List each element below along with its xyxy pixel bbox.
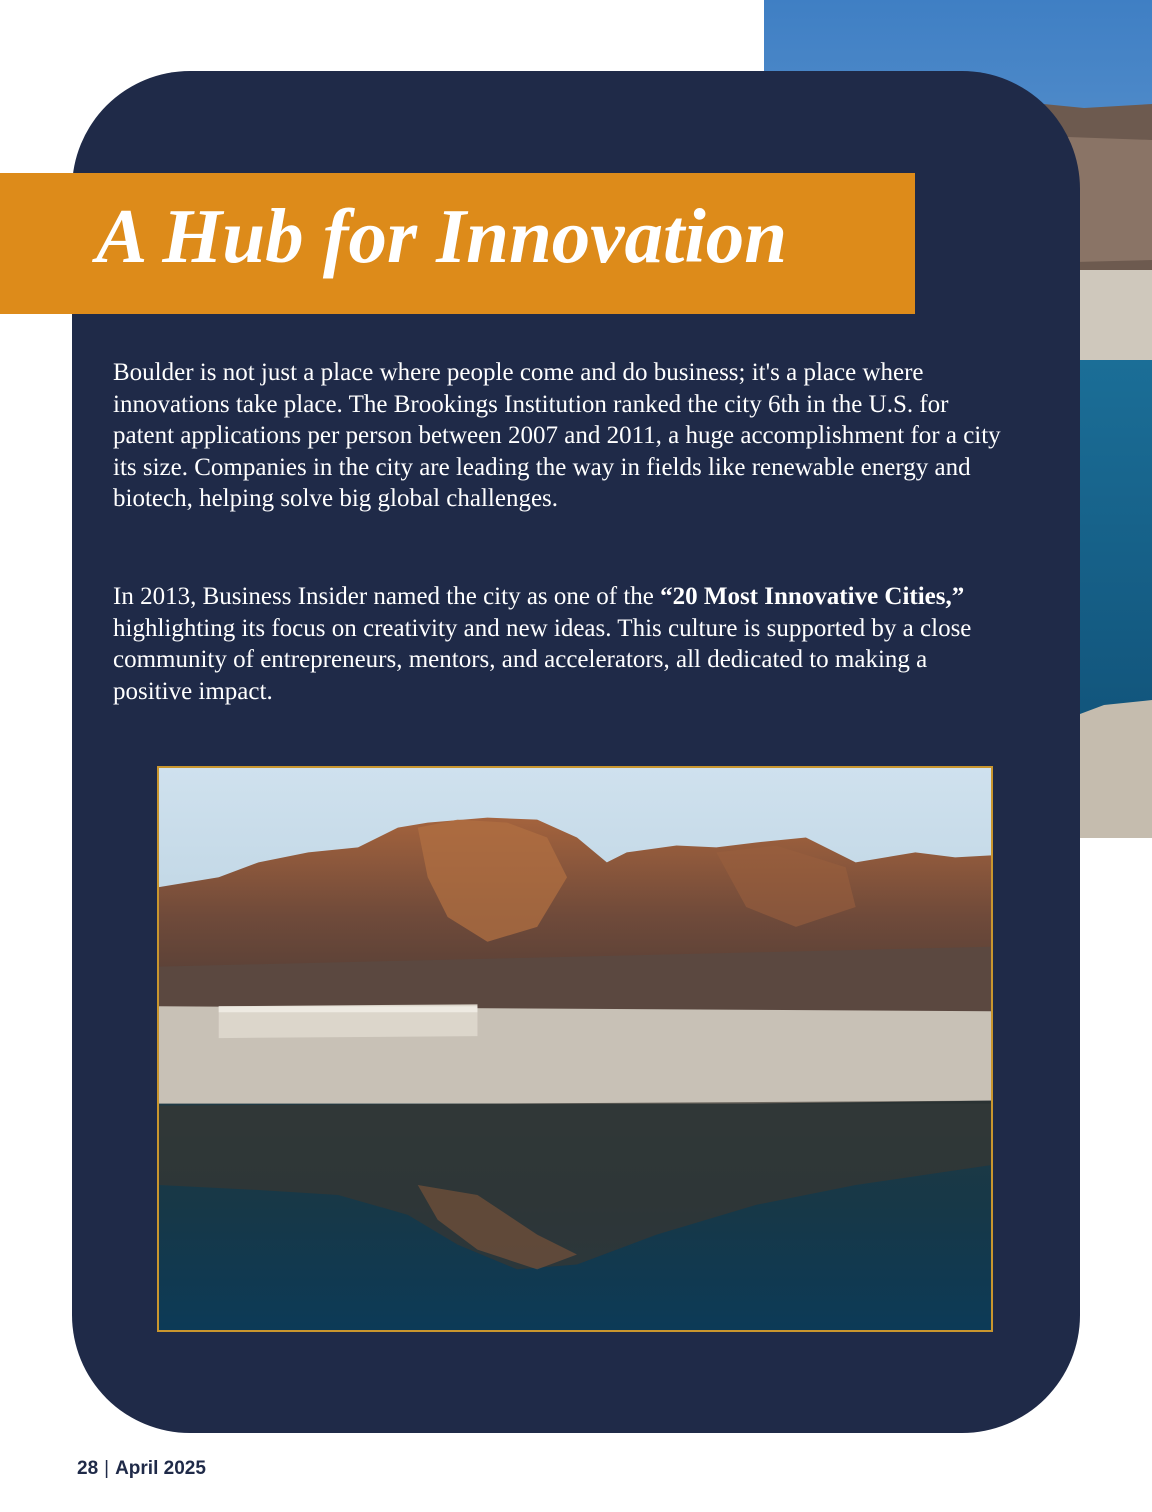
- page-title: A Hub for Innovation: [96, 193, 788, 279]
- page-footer: [77, 1458, 206, 1480]
- highlight-text: “20 Most Innovative Cities,”: [660, 583, 965, 610]
- paragraph-text: In 2013, Business Insider named the city as one of the: [113, 583, 661, 610]
- paragraph-business-insider: [113, 581, 1003, 707]
- paragraph-text: highlighting its focus on creativity and new ideas. This culture is supported by a close community of entrepreneurs, mentors, and accelerators, all dedicated to making a positive impact.: [113, 614, 972, 705]
- lake-mountain-photo: [157, 766, 993, 1332]
- footer-separator: |: [104, 1458, 110, 1479]
- issue-date: April 2025: [115, 1458, 206, 1479]
- paragraph-innovation: Boulder is not just a place where people come and do business; it's a place where innovations take place. The Brookings Institution ranked the city 6th in the U.S. for patent applications per person between 2007 and 2011, a huge accomplishment for a city its size. Companies in the city are leading the way in fields like renewable energy and biotech, helping solve big global challenges.: [113, 359, 1001, 512]
- page-number: 28: [77, 1458, 99, 1479]
